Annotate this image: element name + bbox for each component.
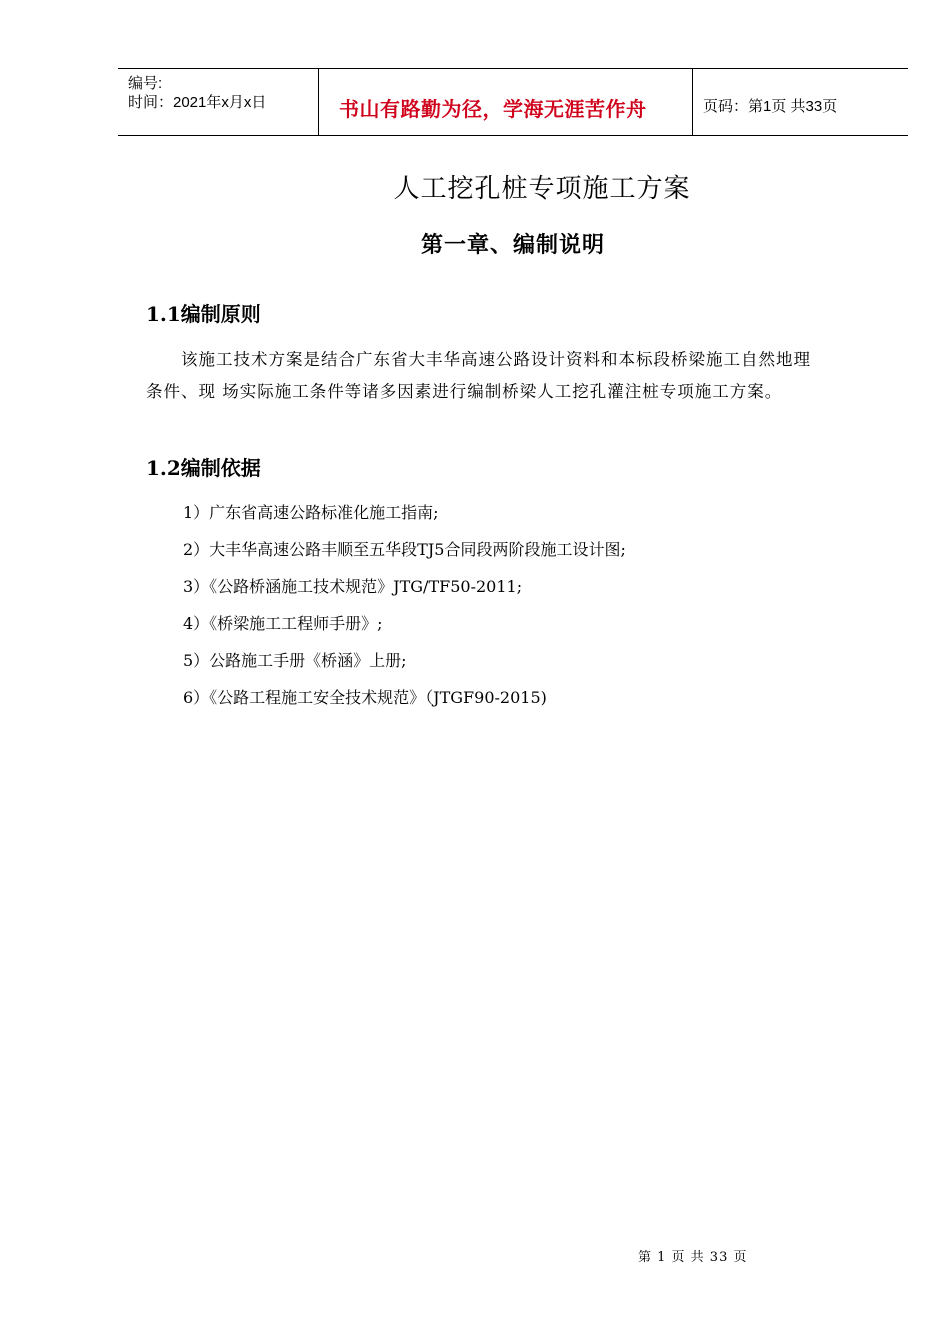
header-motto-cell: [319, 69, 693, 135]
page-footer: 第 1 页 共 33 页: [638, 1250, 748, 1265]
header-page-cell: [693, 69, 908, 135]
header-page-info: 页码：第1页 共33页: [703, 98, 838, 115]
serial-label: 编号:: [128, 75, 163, 92]
paragraph-line: [146, 344, 896, 376]
basis-list: [183, 498, 626, 720]
paragraph-line-text: 该施工技术方案是结合广东省大丰华高速公路设计资料和本标段桥梁施工自然地理: [181, 350, 811, 369]
list-item: 2）大丰华高速公路丰顺至五华段TJ5合同段两阶段施工设计图;: [183, 540, 626, 559]
time-label: 时间：2021年x月x日: [128, 94, 267, 111]
section-paragraph: [146, 344, 896, 408]
chapter-heading: 第一章、编制说明: [420, 232, 605, 258]
page-header: [118, 68, 908, 136]
list-item: 5）公路施工手册《桥涵》上册;: [183, 651, 407, 670]
list-item: 1）广东省高速公路标准化施工指南;: [183, 503, 439, 522]
section-heading-basis: 1.2编制依据: [146, 456, 261, 480]
list-item: 6）《公路工程施工安全技术规范》（JTGF90-2015): [183, 688, 547, 707]
list-item: 3）《公路桥涵施工技术规范》JTG/TF50-2011;: [183, 577, 523, 596]
paragraph-line: 条件、现 场实际施工条件等诸多因素进行编制桥梁人工挖孔灌注桩专项施工方案。: [146, 382, 783, 401]
header-meta-cell: [118, 69, 319, 135]
document-title: 人工挖孔桩专项施工方案: [393, 174, 691, 204]
list-item: 4）《桥梁施工工程师手册》;: [183, 614, 383, 633]
motto: 书山有路勤为径，学海无涯苦作舟: [339, 97, 647, 121]
section-heading-principles: 1.1编制原则: [146, 302, 261, 326]
